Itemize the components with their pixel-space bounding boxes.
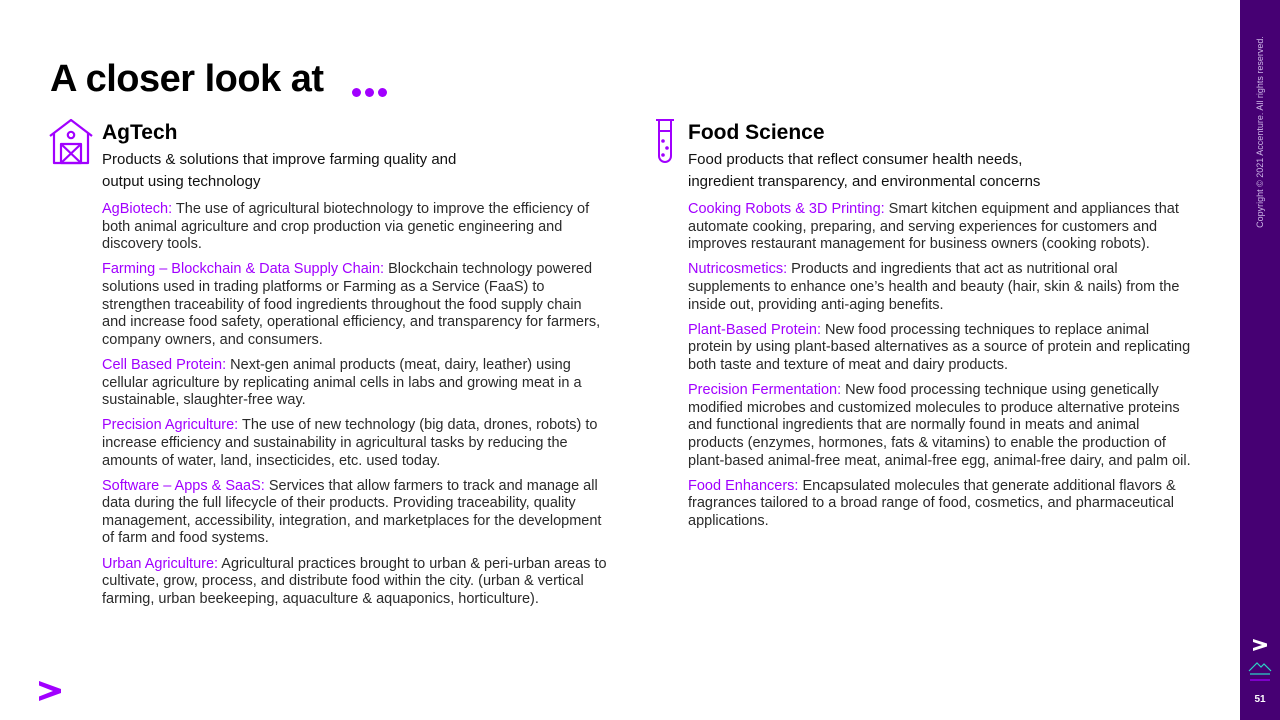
- food-science-item: [688, 478, 1194, 531]
- item-description: New food processing techniques to replace animal protein by using plant-based alternatives as a source of protein and replicating both taste and texture of meat and dairy products.: [688, 321, 1191, 373]
- food-science-subheading: Food products that reflect consumer health needs, ingredient transparency, and environmental concerns: [688, 151, 1041, 190]
- item-term: AgBiotech:: [102, 201, 173, 217]
- agtech-item: [102, 556, 608, 609]
- item-term: Plant-Based Protein:: [688, 321, 821, 338]
- item-term: Cooking Robots & 3D Printing:: [688, 201, 885, 217]
- item-description: The use of agricultural biotechnology to improve the efficiency of both animal agriculture and crop production via genetic engineering and discovery tools.: [102, 201, 590, 253]
- accenture-logo-icon: [38, 680, 62, 707]
- food-science-item: [688, 322, 1194, 375]
- barn-icon: [48, 118, 94, 171]
- page-number: 51: [1254, 694, 1266, 705]
- item-description: Agricultural practices brought to urban & peri-urban areas to cultivate, grow, process, and distribute food within the city. (urban & vertical farming, urban beekeeping, aquaculture & aquaponics, horticulture).: [102, 555, 607, 607]
- food-science-items: [688, 201, 1194, 530]
- item-description: Next-gen animal products (meat, dairy, leather) using cellular agriculture by replicating animal cells in labs and growing meat in a sustainable, slaughter-free way.: [102, 356, 582, 409]
- ellipsis-dots-icon: [352, 88, 387, 97]
- item-description: Encapsulated molecules that generate additional flavors & fragrances tailored to a broad range of food, cosmetics, and pharmaceutical applications.: [688, 477, 1176, 529]
- item-term: Cell Based Protein:: [102, 356, 227, 373]
- food-science-item: [688, 201, 1194, 254]
- test-tube-icon: [654, 118, 676, 173]
- item-description: Products and ingredients that act as nutritional oral supplements to enhance one’s health and beauty (hair, skin & nails) from the inside out, providing anti-aging benefits.: [688, 261, 1180, 313]
- item-description: Services that allow farmers to track and manage all data during the full lifecycle of their products. Providing traceability, quality management, accessibility, integration, and marketplaces for the development of farm and food systems.: [102, 477, 602, 547]
- item-term: Precision Fermentation:: [688, 382, 842, 399]
- item-term: Farming – Blockchain & Data Supply Chain:: [102, 261, 385, 278]
- item-term: Precision Agriculture:: [102, 417, 239, 434]
- item-term: Food Enhancers:: [688, 477, 799, 494]
- agtech-item: [102, 357, 608, 410]
- item-description: Smart kitchen equipment and appliances that automate cooking, preparing, and serving experiences for customers and improves restaurant management for business owners (cooking robots).: [688, 201, 1179, 253]
- page-title-text: A closer look at: [50, 58, 324, 100]
- agtech-item: [102, 261, 608, 349]
- mountain-mark-icon: [1248, 660, 1272, 687]
- item-term: Nutricosmetics:: [688, 261, 788, 278]
- item-description: Blockchain technology powered solutions used in trading platforms or Farming as a Service (FaaS) to strengthen traceability of food ingredients throughout the food supply chain and increase food safety, operational efficiency, and transparency for farmers, company owners, and consumers.: [102, 261, 601, 348]
- brand-sidebar: [1240, 0, 1280, 720]
- food-science-item: [688, 382, 1194, 470]
- agtech-subheading: Products & solutions that improve farming quality and output using technology: [102, 151, 457, 190]
- agtech-column: [48, 116, 608, 616]
- item-description: The use of new technology (big data, drones, robots) to increase efficiency and sustainability in agricultural tasks by reducing the amounts of water, land, insecticides, etc. used today.: [102, 417, 598, 469]
- food-science-item: [688, 261, 1194, 314]
- item-term: Urban Agriculture:: [102, 555, 219, 572]
- agtech-item: [102, 201, 608, 254]
- item-term: Software – Apps & SaaS:: [102, 477, 265, 494]
- food-science-heading: Food Science: [688, 121, 825, 144]
- agtech-items: [102, 201, 608, 608]
- food-science-column: [654, 116, 1194, 538]
- agtech-heading: AgTech: [102, 121, 178, 144]
- agtech-item: [102, 417, 608, 470]
- agtech-item: [102, 478, 608, 548]
- page-title: [50, 58, 387, 101]
- accenture-chevron-icon: [1252, 638, 1268, 657]
- item-description: New food processing technique using genetically modified microbes and customized molecules to produce alternative proteins and functional ingredients that are normally found in meats and animal products (enzymes, hormones, fats & vitamins) to enable the production of plant-based animal-free meat, animal-free egg, animal-free dairy, and palm oil.: [688, 382, 1191, 469]
- copyright-notice: Copyright © 2021 Accenture. All rights reserved.: [1255, 36, 1265, 228]
